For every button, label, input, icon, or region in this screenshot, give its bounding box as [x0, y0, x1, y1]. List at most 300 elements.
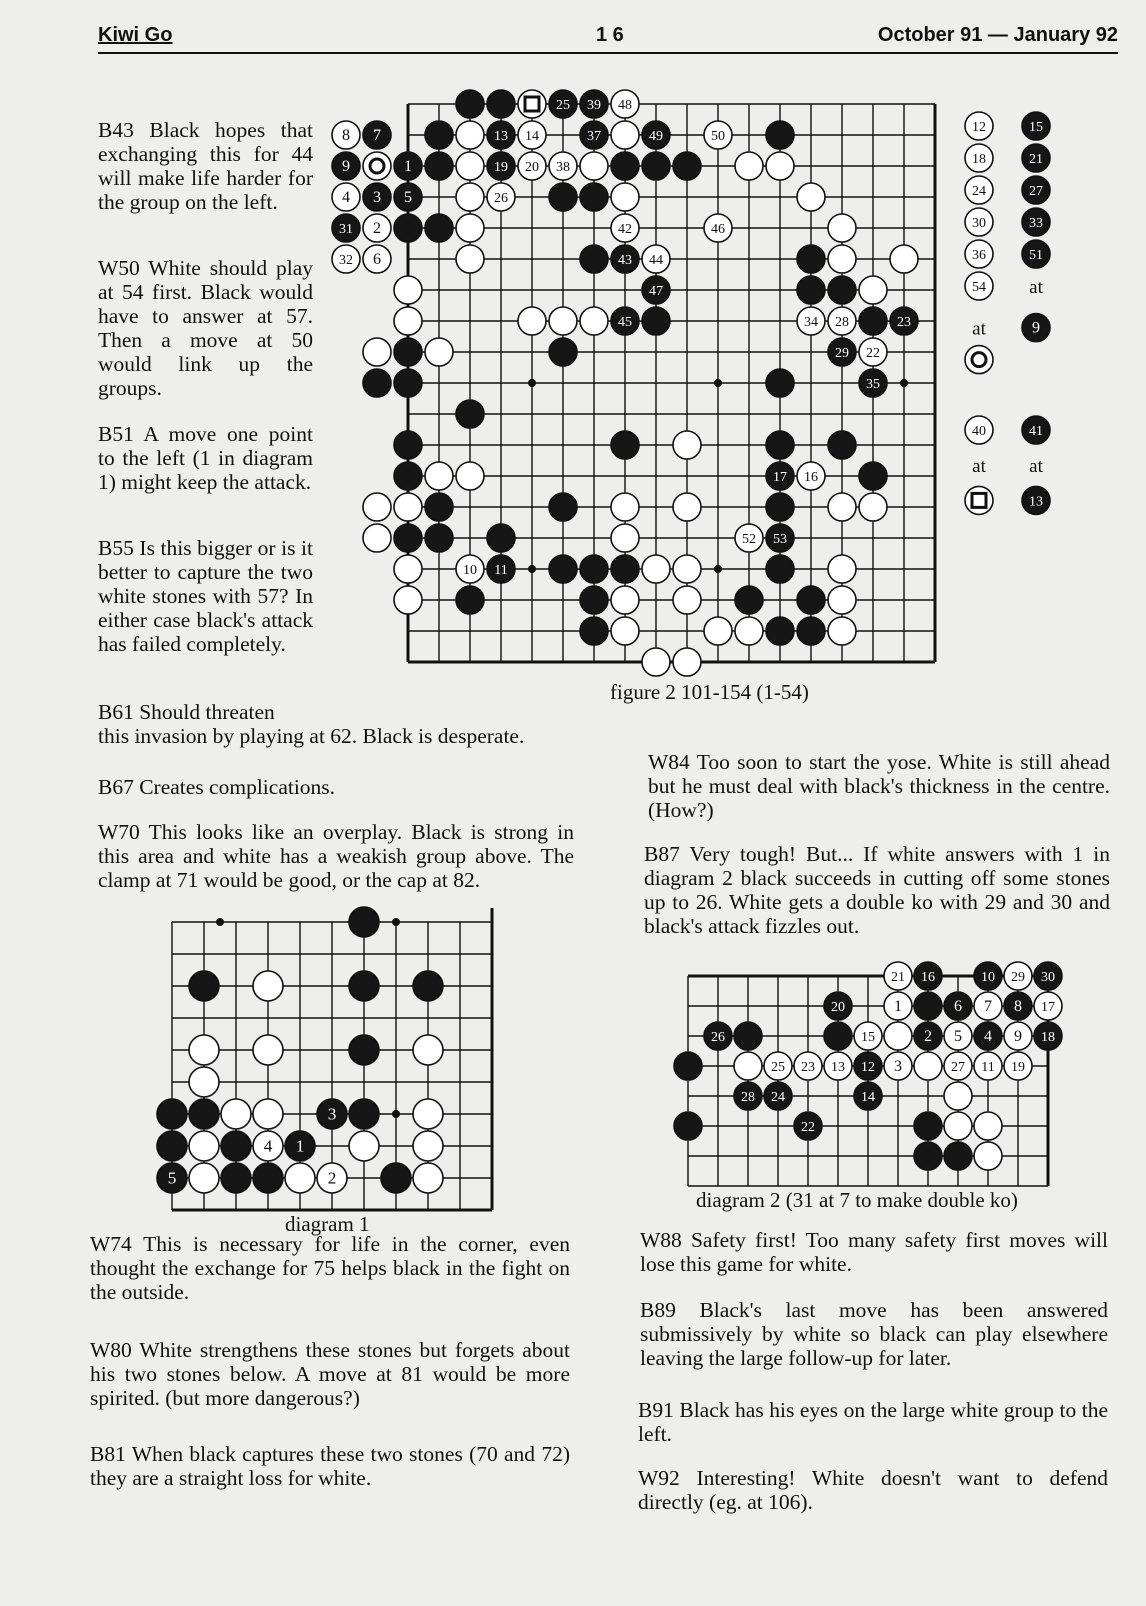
black-stone — [766, 121, 794, 149]
black-stone — [221, 1131, 251, 1161]
black-stone — [1034, 962, 1062, 990]
black-stone — [1022, 240, 1050, 268]
black-stone — [425, 524, 453, 552]
move-number: 13 — [494, 129, 508, 145]
white-stone — [518, 152, 546, 180]
white-stone — [965, 346, 993, 374]
white-stone — [363, 214, 391, 242]
comment-b67: B67 Creates complications. — [98, 775, 336, 799]
black-stone — [797, 245, 825, 273]
black-stone — [317, 1099, 347, 1129]
move-number: 28 — [741, 1090, 755, 1106]
white-stone — [965, 112, 993, 140]
black-stone — [859, 369, 887, 397]
black-stone — [704, 1022, 732, 1050]
move-number: 3 — [327, 1104, 337, 1124]
black-stone — [549, 183, 577, 211]
comment-w84: W84 Too soon to start the yose. White is still ahead but he must deal with black's thickness in the centre. (How?) — [648, 750, 1110, 822]
white-stone — [965, 486, 993, 514]
black-stone — [1022, 486, 1050, 514]
white-stone — [797, 307, 825, 335]
white-stone — [884, 1052, 912, 1080]
white-stone — [611, 524, 639, 552]
black-stone — [363, 183, 391, 211]
move-number: 6 — [372, 251, 382, 269]
black-stone — [914, 1142, 942, 1170]
black-stone — [797, 586, 825, 614]
black-stone — [766, 462, 794, 490]
diagram-2-caption: diagram 2 (31 at 7 to make double ko) — [696, 1188, 1018, 1212]
black-stone — [674, 1112, 702, 1140]
white-stone — [828, 617, 856, 645]
move-number: 30 — [972, 216, 986, 232]
black-stone — [580, 555, 608, 583]
figure-2-caption: figure 2 101-154 (1-54) — [610, 680, 809, 704]
black-stone — [425, 493, 453, 521]
legend-at-label: at — [1029, 456, 1043, 478]
move-number: 29 — [835, 346, 849, 362]
move-number: 24 — [972, 184, 986, 200]
white-stone — [965, 208, 993, 236]
move-number: 10 — [981, 970, 995, 986]
white-stone — [518, 307, 546, 335]
white-stone — [965, 176, 993, 204]
white-stone — [974, 1112, 1002, 1140]
white-stone — [1034, 992, 1062, 1020]
black-stone — [363, 369, 391, 397]
black-stone — [828, 276, 856, 304]
black-stone — [394, 183, 422, 211]
black-stone — [157, 1099, 187, 1129]
white-stone — [735, 617, 763, 645]
move-number: 31 — [339, 222, 353, 238]
move-number: 53 — [773, 532, 787, 548]
comment-b43: B43 Black hopes that exchanging this for 44 will make life harder for the group on the left. — [98, 118, 313, 214]
move-number: 29 — [1011, 970, 1025, 986]
white-stone — [394, 555, 422, 583]
move-number: 9 — [1031, 319, 1041, 337]
black-stone — [914, 1112, 942, 1140]
white-stone — [854, 1022, 882, 1050]
move-number: 1 — [403, 158, 413, 176]
white-stone — [859, 338, 887, 366]
white-stone — [794, 1052, 822, 1080]
white-stone — [332, 183, 360, 211]
comment-w88: W88 Safety first! Too many safety first moves will lose this game for white. — [640, 1228, 1108, 1276]
move-number: 48 — [618, 98, 632, 114]
move-number: 40 — [972, 424, 986, 440]
move-number: 30 — [1041, 970, 1055, 986]
move-number: 19 — [1011, 1060, 1025, 1076]
move-number: 18 — [1041, 1030, 1055, 1046]
black-stone — [349, 1099, 379, 1129]
white-stone — [859, 276, 887, 304]
page-number: 1 6 — [596, 24, 624, 46]
black-stone — [487, 524, 515, 552]
move-number: 44 — [649, 253, 663, 269]
white-stone — [974, 992, 1002, 1020]
white-stone — [704, 121, 732, 149]
black-stone — [157, 1131, 187, 1161]
black-stone — [766, 555, 794, 583]
move-number: 52 — [742, 532, 756, 548]
black-stone — [580, 183, 608, 211]
black-stone — [363, 121, 391, 149]
white-stone — [394, 586, 422, 614]
move-number: 9 — [341, 158, 351, 176]
black-stone — [734, 1022, 762, 1050]
move-number: 24 — [771, 1090, 785, 1106]
star-point — [714, 565, 722, 573]
black-stone — [764, 1082, 792, 1110]
black-stone — [425, 121, 453, 149]
black-stone — [734, 1082, 762, 1110]
move-number: 5 — [167, 1168, 177, 1188]
white-stone — [285, 1163, 315, 1193]
move-number: 14 — [861, 1090, 875, 1106]
black-stone — [611, 307, 639, 335]
black-stone — [189, 1099, 219, 1129]
move-number: 41 — [1029, 424, 1043, 440]
white-stone — [965, 144, 993, 172]
star-point — [216, 918, 224, 926]
move-number: 5 — [953, 1028, 963, 1046]
black-stone — [394, 338, 422, 366]
black-stone — [735, 586, 763, 614]
legend-at-label: at — [972, 318, 986, 340]
white-stone — [456, 245, 484, 273]
white-stone — [735, 152, 763, 180]
move-number: 42 — [618, 222, 632, 238]
white-stone — [253, 1099, 283, 1129]
black-stone — [394, 524, 422, 552]
black-stone — [974, 1022, 1002, 1050]
page-header — [98, 20, 1118, 54]
move-number: 39 — [587, 98, 601, 114]
black-stone — [673, 152, 701, 180]
white-stone — [884, 1022, 912, 1050]
move-number: 14 — [525, 129, 539, 145]
black-stone — [797, 617, 825, 645]
black-stone — [425, 214, 453, 242]
white-stone — [363, 245, 391, 273]
black-stone — [580, 121, 608, 149]
comment-w70: W70 This looks like an overplay. Black is strong in this area and white has a weakish group above. The clamp at 71 would be good, or the cap at 82. — [98, 820, 574, 892]
move-number: 7 — [372, 127, 382, 145]
black-stone — [549, 493, 577, 521]
move-number: 32 — [339, 253, 353, 269]
white-stone — [1004, 1052, 1032, 1080]
white-stone — [824, 1052, 852, 1080]
comment-b81: B81 When black captures these two stones (70 and 72) they are a straight loss for white. — [90, 1442, 570, 1490]
black-stone — [914, 992, 942, 1020]
move-number: 26 — [711, 1030, 725, 1046]
black-stone — [456, 586, 484, 614]
move-number: 20 — [831, 1000, 845, 1016]
black-stone — [1022, 416, 1050, 444]
black-stone — [890, 307, 918, 335]
black-stone — [766, 369, 794, 397]
black-stone — [349, 971, 379, 1001]
move-number: 15 — [861, 1030, 875, 1046]
star-point — [392, 1110, 400, 1118]
move-number: 9 — [1013, 1028, 1023, 1046]
issue-date: October 91 — January 92 — [877, 24, 1118, 46]
black-stone — [642, 276, 670, 304]
black-stone — [285, 1131, 315, 1161]
move-number: 43 — [618, 253, 632, 269]
white-stone — [349, 1131, 379, 1161]
move-number: 23 — [801, 1060, 815, 1076]
white-stone — [965, 240, 993, 268]
star-point — [900, 379, 908, 387]
move-number: 12 — [861, 1060, 875, 1076]
move-number: 13 — [831, 1060, 845, 1076]
white-stone — [642, 555, 670, 583]
move-number: 2 — [923, 1028, 933, 1046]
move-number: 36 — [972, 248, 986, 264]
legend-at-label: at — [1029, 277, 1043, 298]
white-stone — [363, 152, 391, 180]
move-number: 11 — [981, 1060, 995, 1076]
comment-b89: B89 Black's last move has been answered submissively by white so black can play elsewhere leaving the large follow-up for later. — [640, 1298, 1108, 1370]
black-stone — [580, 245, 608, 273]
white-stone — [611, 493, 639, 521]
black-stone — [487, 90, 515, 118]
black-stone — [859, 307, 887, 335]
white-stone — [884, 962, 912, 990]
move-number: 26 — [494, 191, 508, 207]
white-stone — [673, 555, 701, 583]
black-stone — [944, 992, 972, 1020]
move-number: 27 — [951, 1060, 965, 1076]
move-number: 4 — [263, 1136, 273, 1156]
move-number: 5 — [403, 189, 413, 207]
black-stone — [824, 992, 852, 1020]
black-stone — [349, 907, 379, 937]
white-stone — [487, 183, 515, 211]
star-point — [528, 565, 536, 573]
white-stone — [221, 1099, 251, 1129]
black-stone — [828, 338, 856, 366]
white-stone — [611, 586, 639, 614]
white-stone — [189, 1067, 219, 1097]
star-point — [528, 379, 536, 387]
white-stone — [704, 617, 732, 645]
white-stone — [253, 1035, 283, 1065]
black-stone — [1034, 1022, 1062, 1050]
black-stone — [674, 1052, 702, 1080]
white-stone — [828, 214, 856, 242]
white-stone — [425, 338, 453, 366]
white-stone — [974, 1052, 1002, 1080]
black-stone — [766, 431, 794, 459]
white-stone — [394, 493, 422, 521]
move-number: 21 — [1029, 152, 1043, 168]
black-stone — [381, 1163, 411, 1193]
white-stone — [766, 152, 794, 180]
white-stone — [944, 1082, 972, 1110]
white-stone — [549, 152, 577, 180]
move-number: 19 — [494, 160, 508, 176]
move-number: 17 — [1041, 1000, 1055, 1016]
black-stone — [221, 1163, 251, 1193]
white-stone — [673, 493, 701, 521]
black-stone — [394, 462, 422, 490]
white-stone — [394, 276, 422, 304]
comment-b61-end: this invasion by playing at 62. Black is desperate. — [98, 724, 525, 748]
white-stone — [580, 152, 608, 180]
white-stone — [611, 121, 639, 149]
comment-b51: B51 A move one point to the left (1 in diagram 1) might keep the attack. — [98, 422, 313, 494]
move-number: 3 — [893, 1058, 903, 1076]
white-stone — [332, 121, 360, 149]
black-stone — [394, 214, 422, 242]
white-stone — [859, 493, 887, 521]
black-stone — [580, 586, 608, 614]
white-stone — [673, 648, 701, 676]
white-stone — [828, 555, 856, 583]
move-number: 45 — [618, 315, 632, 331]
move-number: 7 — [983, 998, 993, 1016]
move-number: 4 — [341, 189, 351, 207]
white-stone — [549, 307, 577, 335]
black-stone — [854, 1052, 882, 1080]
black-stone — [487, 555, 515, 583]
white-stone — [394, 307, 422, 335]
move-number: 33 — [1029, 216, 1043, 232]
comment-b87: B87 Very tough! But... If white answers with 1 in diagram 2 black succeeds in cutting off some stones up to 26. White gets a double ko with 29 and 30 and black's attack fizzles out. — [644, 842, 1110, 938]
move-number: 17 — [773, 470, 787, 486]
white-stone — [189, 1035, 219, 1065]
move-number: 8 — [341, 127, 351, 145]
black-stone — [580, 617, 608, 645]
move-number: 6 — [953, 998, 963, 1016]
comment-w80: W80 White strengthens these stones but forgets about his two stones below. A move at 81 would be more spirited. (but more dangerous?) — [90, 1338, 570, 1410]
legend-at-label: at — [972, 456, 986, 478]
figure-2-board — [339, 92, 1100, 688]
black-stone — [642, 152, 670, 180]
move-number: 3 — [372, 189, 382, 207]
white-stone — [456, 462, 484, 490]
black-stone — [487, 152, 515, 180]
move-number: 8 — [1013, 998, 1023, 1016]
move-number: 2 — [327, 1168, 337, 1188]
black-stone — [157, 1163, 187, 1193]
white-stone — [890, 245, 918, 273]
white-stone — [914, 1052, 942, 1080]
black-stone — [828, 431, 856, 459]
white-stone — [1004, 962, 1032, 990]
move-number: 13 — [1029, 494, 1043, 510]
white-stone — [189, 1131, 219, 1161]
white-stone — [456, 152, 484, 180]
black-stone — [456, 90, 484, 118]
black-stone — [394, 431, 422, 459]
black-stone — [611, 555, 639, 583]
black-stone — [332, 214, 360, 242]
move-number: 21 — [891, 970, 905, 986]
move-number: 50 — [711, 129, 725, 145]
black-stone — [859, 462, 887, 490]
black-stone — [425, 152, 453, 180]
move-number: 28 — [835, 315, 849, 331]
white-stone — [884, 992, 912, 1020]
black-stone — [253, 1163, 283, 1193]
move-number: 16 — [804, 470, 818, 486]
black-stone — [1004, 992, 1032, 1020]
black-stone — [914, 1022, 942, 1050]
white-stone — [974, 1142, 1002, 1170]
star-point — [392, 918, 400, 926]
white-stone — [413, 1099, 443, 1129]
black-stone — [1022, 314, 1050, 342]
white-stone — [611, 183, 639, 211]
white-stone — [965, 272, 993, 300]
white-stone — [828, 307, 856, 335]
move-number: 1 — [295, 1136, 305, 1156]
move-number: 49 — [649, 129, 663, 145]
move-number: 11 — [494, 563, 508, 579]
comment-w74: W74 This is necessary for life in the corner, even thought the exchange for 75 helps black in the fight on the outside. — [90, 1232, 570, 1304]
move-number: 20 — [525, 160, 539, 176]
white-stone — [189, 1163, 219, 1193]
white-stone — [673, 586, 701, 614]
move-number: 25 — [771, 1060, 785, 1076]
move-number: 12 — [972, 120, 986, 136]
white-stone — [518, 121, 546, 149]
black-stone — [1022, 112, 1050, 140]
white-stone — [944, 1052, 972, 1080]
white-stone — [317, 1163, 347, 1193]
black-stone — [766, 617, 794, 645]
white-stone — [611, 214, 639, 242]
white-stone — [735, 524, 763, 552]
black-stone — [797, 276, 825, 304]
white-stone — [363, 338, 391, 366]
move-number: 35 — [866, 377, 880, 393]
move-number: 10 — [463, 563, 477, 579]
black-stone — [611, 152, 639, 180]
white-stone — [828, 586, 856, 614]
white-stone — [580, 307, 608, 335]
diagram-1-caption: diagram 1 — [285, 1212, 370, 1236]
black-stone — [1022, 144, 1050, 172]
star-point — [714, 379, 722, 387]
white-stone — [456, 214, 484, 242]
white-stone — [518, 90, 546, 118]
white-stone — [413, 1035, 443, 1065]
move-number: 22 — [866, 346, 880, 362]
black-stone — [413, 971, 443, 1001]
black-stone — [549, 338, 577, 366]
white-stone — [828, 493, 856, 521]
white-stone — [965, 416, 993, 444]
move-number: 47 — [649, 284, 663, 300]
black-stone — [394, 152, 422, 180]
comment-b55: B55 Is this bigger or is it better to capture the two white stones with 57? In either case black's attack has failed completely. — [98, 536, 313, 656]
black-stone — [642, 121, 670, 149]
white-stone — [734, 1052, 762, 1080]
black-stone — [349, 1035, 379, 1065]
white-stone — [611, 617, 639, 645]
black-stone — [1022, 176, 1050, 204]
black-stone — [944, 1142, 972, 1170]
black-stone — [611, 431, 639, 459]
black-stone — [394, 369, 422, 397]
move-number: 15 — [1029, 120, 1043, 136]
black-stone — [974, 962, 1002, 990]
